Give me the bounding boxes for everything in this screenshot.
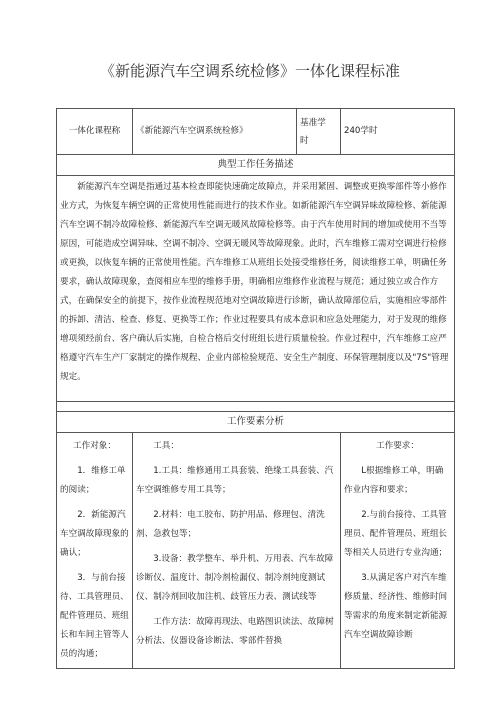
- work-requirement-item: L根据维修工单，明确作业内容和要求；: [344, 466, 444, 495]
- elements-heading-row: [57, 412, 455, 433]
- tools-title: 工具：: [153, 441, 179, 451]
- elements-spacer-row: [57, 402, 455, 412]
- course-info-row: [57, 109, 455, 155]
- task-paragraph: 新能源汽车空调是指通过基本检查即能快速确定故障点，并采用紧固、调整或更换零部件等小修作业方式，为恢复车辆空调的正常使用性能而进行的技术作业。如新能源汽车空调异味故障检修、新能源汽车空调不制冷故障检修、新能源汽车空调无暖风故障检修等。由于汽车使用时间的增加或使用不当等原因，可能造成空调异味、空调不制冷、空调无暖风等故障现象。此时，汽车维修工需对空调进行检修或更换，以恢复车辆的正常使用性能。汽车维修工从班组长处接受维修任务，阅读维修工单，明确任务要求，确认故障现象，查阅相应车型的维修手册，明确相应维修作业流程与规范；通过独立或合作方式，在确保安全的前提下，按作业流程规范地对空调故障进行诊断，确认故障部位后，实施相应零部件的拆卸、清洁、检查、修复、更换等工作；作业过程要具有成本意识和应急处理能力，对于发现的维修增项须经前台、客户确认后实施，自检合格后交付班组长进行质量检验。作业过程中，汽车维修工应严格遵守汽车生产厂家制定的操作规程、企业内部检验规范、安全生产制度、环保管理制度以及"7S"管理规定。: [60, 182, 449, 382]
- task-description: [57, 176, 455, 402]
- work-objects-title: 工作对象：: [73, 441, 116, 451]
- tools-item: 工作方法：故障再现法、电路图识读法、故障树分析法、仪器设备诊断法、零部件替换: [136, 617, 334, 646]
- page-title: 《新能源汽车空调系统检修》一体化课程标准: [99, 62, 400, 80]
- hours-label-line-1: 基准学: [300, 117, 326, 128]
- work-requirement-item: 2.与前台接待、工具管理员、配件管理员、班组长等相关人员进行专业沟通；: [344, 510, 448, 558]
- work-object-item: 3．与前台接待、工具管理员、配件管理员、班组长和车间主管等人员的沟通；: [60, 573, 129, 659]
- work-requirements-title: 工作要求：: [376, 441, 419, 451]
- task-heading: 典型工作任务描述: [57, 155, 455, 176]
- spacer-cell: [57, 402, 455, 412]
- tools-cell: [133, 433, 341, 669]
- hours-value: 240学时: [341, 109, 455, 155]
- course-standard-table: [56, 108, 455, 669]
- course-name: 《新能源汽车空调系统检修》: [133, 109, 297, 155]
- hours-label-line-2: 时: [300, 135, 309, 146]
- work-requirements-cell: [341, 433, 455, 669]
- work-object-item: 2．新能源汽车空调故障现象的确认；: [60, 510, 129, 558]
- course-label: 一体化课程称: [57, 109, 133, 155]
- work-objects-cell: [57, 433, 133, 669]
- work-requirement-item: 3.从满足客户对汽车维修质量、经济性、维修时间等需求的角度来制定新能源汽车空调故障诊断: [344, 573, 448, 640]
- elements-body-row: [57, 433, 455, 669]
- tools-item: 1.工具：维修通用工具套装、绝缘工具套装、汽车空调维修专用工具等；: [136, 466, 334, 495]
- tools-item: 2.材料：电工胶布、防护用品、修理包、清洗剂、急救包等；: [136, 510, 325, 539]
- tools-item: 3.设备：教学整车、举升机、万用表、汽车故障诊断仪、温度计、制冷剂检漏仪、制冷剂纯度测试仪、制冷剂回收加注机、歧管压力表、测试线等: [136, 554, 334, 602]
- task-heading-row: [57, 155, 455, 176]
- hours-label: [297, 109, 341, 155]
- work-object-item: 1．维修工单的阅读；: [60, 466, 126, 495]
- elements-heading: 工作要素分析: [57, 412, 455, 433]
- task-body-row: [57, 176, 455, 402]
